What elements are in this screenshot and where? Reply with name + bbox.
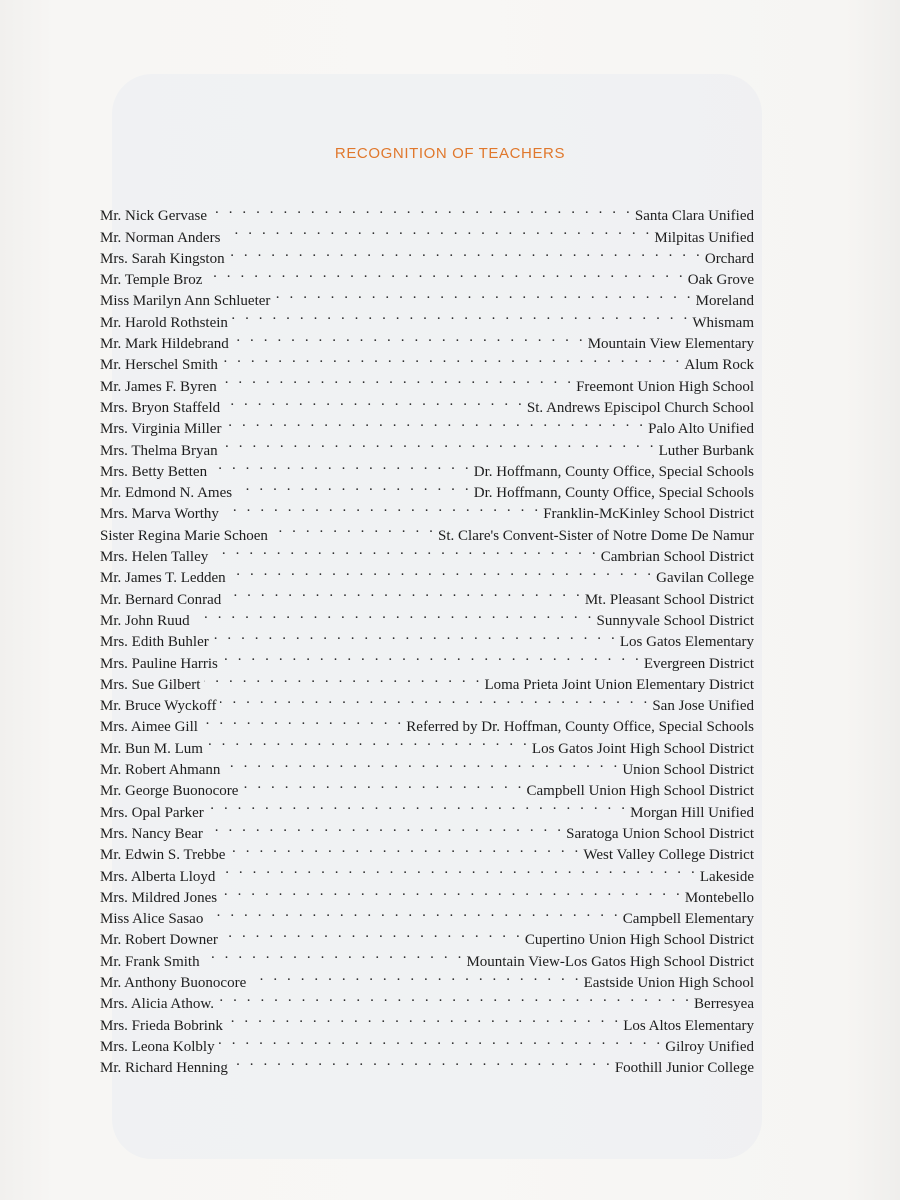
teacher-name: Mr. Nick Gervase bbox=[100, 208, 208, 225]
teacher-name: Mr. John Ruud bbox=[100, 612, 190, 629]
school-affiliation: Sunnyvale School District bbox=[596, 612, 754, 629]
dot-leader bbox=[207, 817, 564, 838]
teacher-list bbox=[100, 199, 754, 1077]
dot-leader bbox=[220, 689, 650, 710]
teacher-name: Mrs. Edith Buhler bbox=[100, 634, 209, 651]
school-affiliation: Referred by Dr. Hoffman, County Office, Special Schools bbox=[406, 719, 754, 736]
dot-leader bbox=[221, 881, 683, 902]
school-affiliation: Saratoga Union School District bbox=[566, 825, 754, 842]
dot-leader bbox=[221, 369, 574, 390]
school-affiliation: Evergreen District bbox=[643, 655, 754, 672]
dot-leader bbox=[219, 859, 697, 880]
dot-leader bbox=[222, 923, 523, 944]
dot-leader bbox=[274, 284, 693, 305]
dot-leader bbox=[219, 1030, 664, 1051]
dot-leader bbox=[242, 774, 524, 795]
teacher-name: Mrs. Betty Betten bbox=[100, 463, 208, 480]
dot-leader bbox=[204, 668, 482, 689]
school-affiliation: Alum Rock bbox=[684, 357, 754, 374]
teacher-name: Mrs. Leona Kolbly bbox=[100, 1038, 215, 1055]
teacher-name: Mr. Mark Hildebrand bbox=[100, 336, 229, 353]
school-affiliation: Union School District bbox=[622, 762, 754, 779]
teacher-entry bbox=[100, 199, 754, 225]
school-affiliation: San Jose Unified bbox=[652, 698, 754, 715]
school-affiliation: Whismam bbox=[692, 314, 754, 331]
dot-leader bbox=[233, 327, 586, 348]
school-affiliation: Milpitas Unified bbox=[654, 229, 754, 246]
dot-leader bbox=[213, 625, 618, 646]
teacher-name: Mrs. Sue Gilbert bbox=[100, 676, 201, 693]
teacher-name: Mr. Edmond N. Ames bbox=[100, 485, 233, 502]
teacher-name: Mr. Norman Anders bbox=[100, 229, 221, 246]
dot-leader bbox=[212, 540, 598, 561]
dot-leader bbox=[225, 412, 646, 433]
school-affiliation: Freemont Union High School bbox=[576, 378, 754, 395]
teacher-name: Mr. Harold Rothstein bbox=[100, 314, 228, 331]
dot-leader bbox=[225, 582, 583, 603]
school-affiliation: Lakeside bbox=[699, 868, 754, 885]
school-affiliation: St. Andrews Episcipol Church School bbox=[526, 399, 754, 416]
teacher-name: Mrs. Nancy Bear bbox=[100, 825, 203, 842]
teacher-name: Miss Marilyn Ann Schlueter bbox=[100, 293, 271, 310]
dot-leader bbox=[230, 561, 654, 582]
school-affiliation: Loma Prieta Joint Union Elementary District bbox=[484, 676, 754, 693]
teacher-name: Sister Regina Marie Schoen bbox=[100, 527, 268, 544]
teacher-name: Mr. James T. Ledden bbox=[100, 570, 226, 587]
dot-leader bbox=[204, 944, 465, 965]
school-affiliation: Los Gatos Elementary bbox=[619, 634, 754, 651]
teacher-name: Mrs. Alicia Athow. bbox=[100, 996, 215, 1013]
school-affiliation: Gavilan College bbox=[656, 570, 754, 587]
teacher-name: Mrs. Opal Parker bbox=[100, 804, 204, 821]
school-affiliation: Los Altos Elementary bbox=[623, 1017, 754, 1034]
school-affiliation: Moreland bbox=[695, 293, 754, 310]
school-affiliation: Morgan Hill Unified bbox=[630, 804, 754, 821]
dot-leader bbox=[222, 348, 683, 369]
dot-leader bbox=[224, 753, 620, 774]
teacher-name: Mr. Edwin S. Trebbe bbox=[100, 847, 226, 864]
dot-leader bbox=[236, 476, 472, 497]
school-affiliation: Gilroy Unified bbox=[665, 1038, 754, 1055]
teacher-name: Mrs. Helen Talley bbox=[100, 549, 209, 566]
school-affiliation: Cupertino Union High School District bbox=[524, 932, 754, 949]
school-affiliation: West Valley College District bbox=[583, 847, 754, 864]
teacher-name: Mr. Bun M. Lum bbox=[100, 740, 203, 757]
school-affiliation: Berresyea bbox=[694, 996, 754, 1013]
teacher-name: Mr. Bruce Wyckoff bbox=[100, 698, 217, 715]
dot-leader bbox=[232, 1051, 613, 1072]
teacher-name: Mr. Robert Downer bbox=[100, 932, 218, 949]
teacher-name: Mrs. Mildred Jones bbox=[100, 889, 218, 906]
dot-leader bbox=[222, 646, 642, 667]
dot-leader bbox=[250, 966, 581, 987]
school-affiliation: Mt. Pleasant School District bbox=[584, 591, 754, 608]
teacher-name: Mrs. Pauline Harris bbox=[100, 655, 218, 672]
dot-leader bbox=[224, 391, 525, 412]
dot-leader bbox=[227, 1008, 621, 1029]
dot-leader bbox=[194, 604, 595, 625]
teacher-name: Mr. James F. Byren bbox=[100, 378, 217, 395]
school-affiliation: Dr. Hoffmann, County Office, Special Schools bbox=[473, 463, 754, 480]
school-affiliation: Montebello bbox=[684, 889, 754, 906]
teacher-name: Mrs. Virginia Miller bbox=[100, 421, 222, 438]
teacher-name: Mr. Anthony Buonocore bbox=[100, 974, 247, 991]
dot-leader bbox=[232, 305, 690, 326]
teacher-name: Mrs. Thelma Bryan bbox=[100, 442, 218, 459]
school-affiliation: Campbell Union High School District bbox=[526, 783, 754, 800]
dot-leader bbox=[211, 455, 472, 476]
school-affiliation: Los Gatos Joint High School District bbox=[531, 740, 754, 757]
dot-leader bbox=[211, 199, 633, 220]
school-affiliation: Santa Clara Unified bbox=[634, 208, 754, 225]
dot-leader bbox=[207, 902, 620, 923]
teacher-name: Mr. Robert Ahmann bbox=[100, 762, 221, 779]
dot-leader bbox=[206, 263, 685, 284]
school-affiliation: Cambrian School District bbox=[600, 549, 754, 566]
school-affiliation: Mountain View-Los Gatos High School District bbox=[466, 953, 754, 970]
dot-leader bbox=[208, 795, 628, 816]
school-affiliation: Eastside Union High School bbox=[583, 974, 754, 991]
school-affiliation: Oak Grove bbox=[687, 272, 754, 289]
school-affiliation: Foothill Junior College bbox=[614, 1060, 754, 1077]
dot-leader bbox=[229, 242, 703, 263]
school-affiliation: Palo Alto Unified bbox=[648, 421, 754, 438]
teacher-name: Mrs. Alberta Lloyd bbox=[100, 868, 216, 885]
school-affiliation: Franklin-McKinley School District bbox=[543, 506, 754, 523]
teacher-name: Mr. Bernard Conrad bbox=[100, 591, 222, 608]
teacher-name: Mrs. Bryon Staffeld bbox=[100, 399, 221, 416]
teacher-name: Mr. George Buonocore bbox=[100, 783, 239, 800]
teacher-name: Mr. Herschel Smith bbox=[100, 357, 218, 374]
teacher-name: Mr. Frank Smith bbox=[100, 953, 200, 970]
dot-leader bbox=[207, 731, 530, 752]
school-affiliation: Orchard bbox=[704, 250, 754, 267]
dot-leader bbox=[229, 838, 581, 859]
teacher-name: Mrs. Frieda Bobrink bbox=[100, 1017, 223, 1034]
dot-leader bbox=[272, 518, 436, 539]
school-affiliation: Campbell Elementary bbox=[622, 911, 754, 928]
school-affiliation: Dr. Hoffmann, County Office, Special Schools bbox=[473, 485, 754, 502]
dot-leader bbox=[224, 220, 652, 241]
teacher-name: Miss Alice Sasao bbox=[100, 911, 204, 928]
teacher-name: Mrs. Sarah Kingston bbox=[100, 250, 225, 267]
teacher-name: Mrs. Marva Worthy bbox=[100, 506, 219, 523]
teacher-name: Mr. Richard Henning bbox=[100, 1060, 228, 1077]
teacher-name: Mrs. Aimee Gill bbox=[100, 719, 198, 736]
dot-leader bbox=[218, 987, 692, 1008]
school-affiliation: St. Clare's Convent-Sister of Notre Dome De Namur bbox=[438, 527, 754, 544]
school-affiliation: Mountain View Elementary bbox=[587, 336, 754, 353]
dot-leader bbox=[223, 497, 541, 518]
teacher-name: Mr. Temple Broz bbox=[100, 272, 203, 289]
page-title: RECOGNITION OF TEACHERS bbox=[334, 145, 566, 162]
school-affiliation: Luther Burbank bbox=[658, 442, 754, 459]
dot-leader bbox=[202, 710, 404, 731]
dot-leader bbox=[222, 433, 657, 454]
